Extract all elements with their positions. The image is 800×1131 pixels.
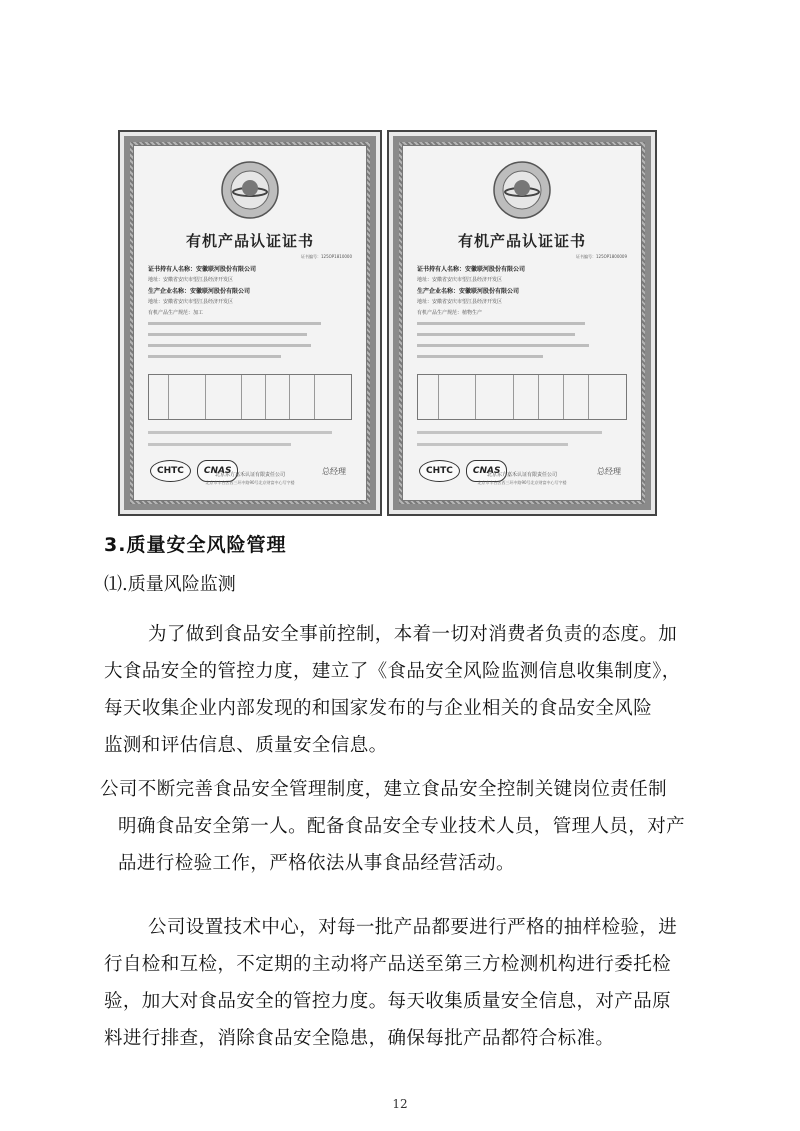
- certificate-issuer: 北京东方嘉禾认证有限责任公司: [486, 472, 557, 478]
- section-heading: 3.质量安全风险管理: [104, 534, 287, 556]
- paragraph-management-system: [100, 771, 686, 882]
- page-number: 12: [392, 1097, 408, 1111]
- paragraph-inspection: [104, 909, 686, 1057]
- paragraph-risk-monitoring: [104, 616, 686, 764]
- certificate-producer: 生产企业名称：安徽联河股份有限公司: [417, 288, 520, 295]
- certificate-issuer-address: 北京市丰台区西三环中路90号北京财富中心写字楼: [477, 480, 567, 485]
- certificate-address: 地址：安徽省安庆市望江县经济开发区: [148, 277, 234, 283]
- certificate-issuer-address: 北京市丰台区西三环中路90号北京财富中心写字楼: [205, 480, 295, 485]
- certificate-category: 有机产品生产规范：植物生产: [417, 310, 483, 316]
- certificate-product-table: [417, 374, 627, 420]
- certificate-holder: 证书持有人名称：安徽联河股份有限公司: [417, 266, 526, 273]
- text-line: 公司设置技术中心，对每一批产品都要进行严格的抽样检验，进: [148, 917, 678, 938]
- organic-emblem-icon: [492, 160, 552, 220]
- cnas-logo: CNAS: [197, 460, 239, 482]
- text-line: 明确食品安全第一人。配备食品安全专业技术人员，管理人员，对产: [118, 816, 686, 837]
- text-line: 行自检和互检，不定期的主动将产品送至第三方检测机构进行委托检: [104, 954, 672, 975]
- certificate-title: 有机产品认证证书: [457, 232, 586, 250]
- certificate-body: [133, 145, 367, 501]
- text-line: 公司不断完善食品安全管理制度，建立食品安全控制关键岗位责任制: [100, 779, 668, 800]
- certificate-producer-address: 地址：安徽省安庆市望江县经济开发区: [417, 299, 503, 305]
- chtc-logo: CHTC: [150, 460, 191, 482]
- text-line: 验，加大对食品安全的管控力度。每天收集质量安全信息，对产品原: [104, 991, 672, 1012]
- subsection-heading: ⑴.质量风险监测: [104, 574, 236, 595]
- certificate-number: 证书编号：125OP1800009: [575, 254, 627, 259]
- text-line: 大食品安全的管控力度，建立了《食品安全风险监测信息收集制度》，: [104, 661, 681, 682]
- certificate-number: 证书编号：125OP1810000: [300, 254, 352, 259]
- text-line: 料进行排查，消除食品安全隐患，确保每批产品都符合标准。: [104, 1028, 615, 1049]
- certificate-holder: 证书持有人名称：安徽联河股份有限公司: [148, 266, 257, 273]
- certificate-product-table: [148, 374, 352, 420]
- certificate-signature: 总经理: [597, 467, 621, 476]
- text-line: 每天收集企业内部发现的和国家发布的与企业相关的食品安全风险: [104, 698, 653, 719]
- certificate-signature: 总经理: [322, 467, 346, 476]
- certificate-address: 地址：安徽省安庆市望江县经济开发区: [417, 277, 503, 283]
- text-line: 为了做到食品安全事前控制，本着一切对消费者负责的态度。加: [148, 624, 678, 645]
- certificate-producer-address: 地址：安徽省安庆市望江县经济开发区: [148, 299, 234, 305]
- certificate-category: 有机产品生产规范：加工: [148, 310, 204, 316]
- text-line: 品进行检验工作，严格依法从事食品经营活动。: [118, 853, 515, 874]
- organic-certificate-image: [387, 130, 657, 516]
- certificate-issuer: 北京东方嘉禾认证有限责任公司: [214, 472, 285, 478]
- cnas-logo: CNAS: [466, 460, 508, 482]
- chtc-logo: CHTC: [419, 460, 460, 482]
- organic-emblem-icon: [220, 160, 280, 220]
- certificate-producer: 生产企业名称：安徽联河股份有限公司: [148, 288, 251, 295]
- certificate-body: [402, 145, 642, 501]
- certificate-title: 有机产品认证证书: [185, 232, 314, 250]
- text-line: 监测和评估信息、质量安全信息。: [104, 735, 388, 756]
- organic-certificate-image: [118, 130, 382, 516]
